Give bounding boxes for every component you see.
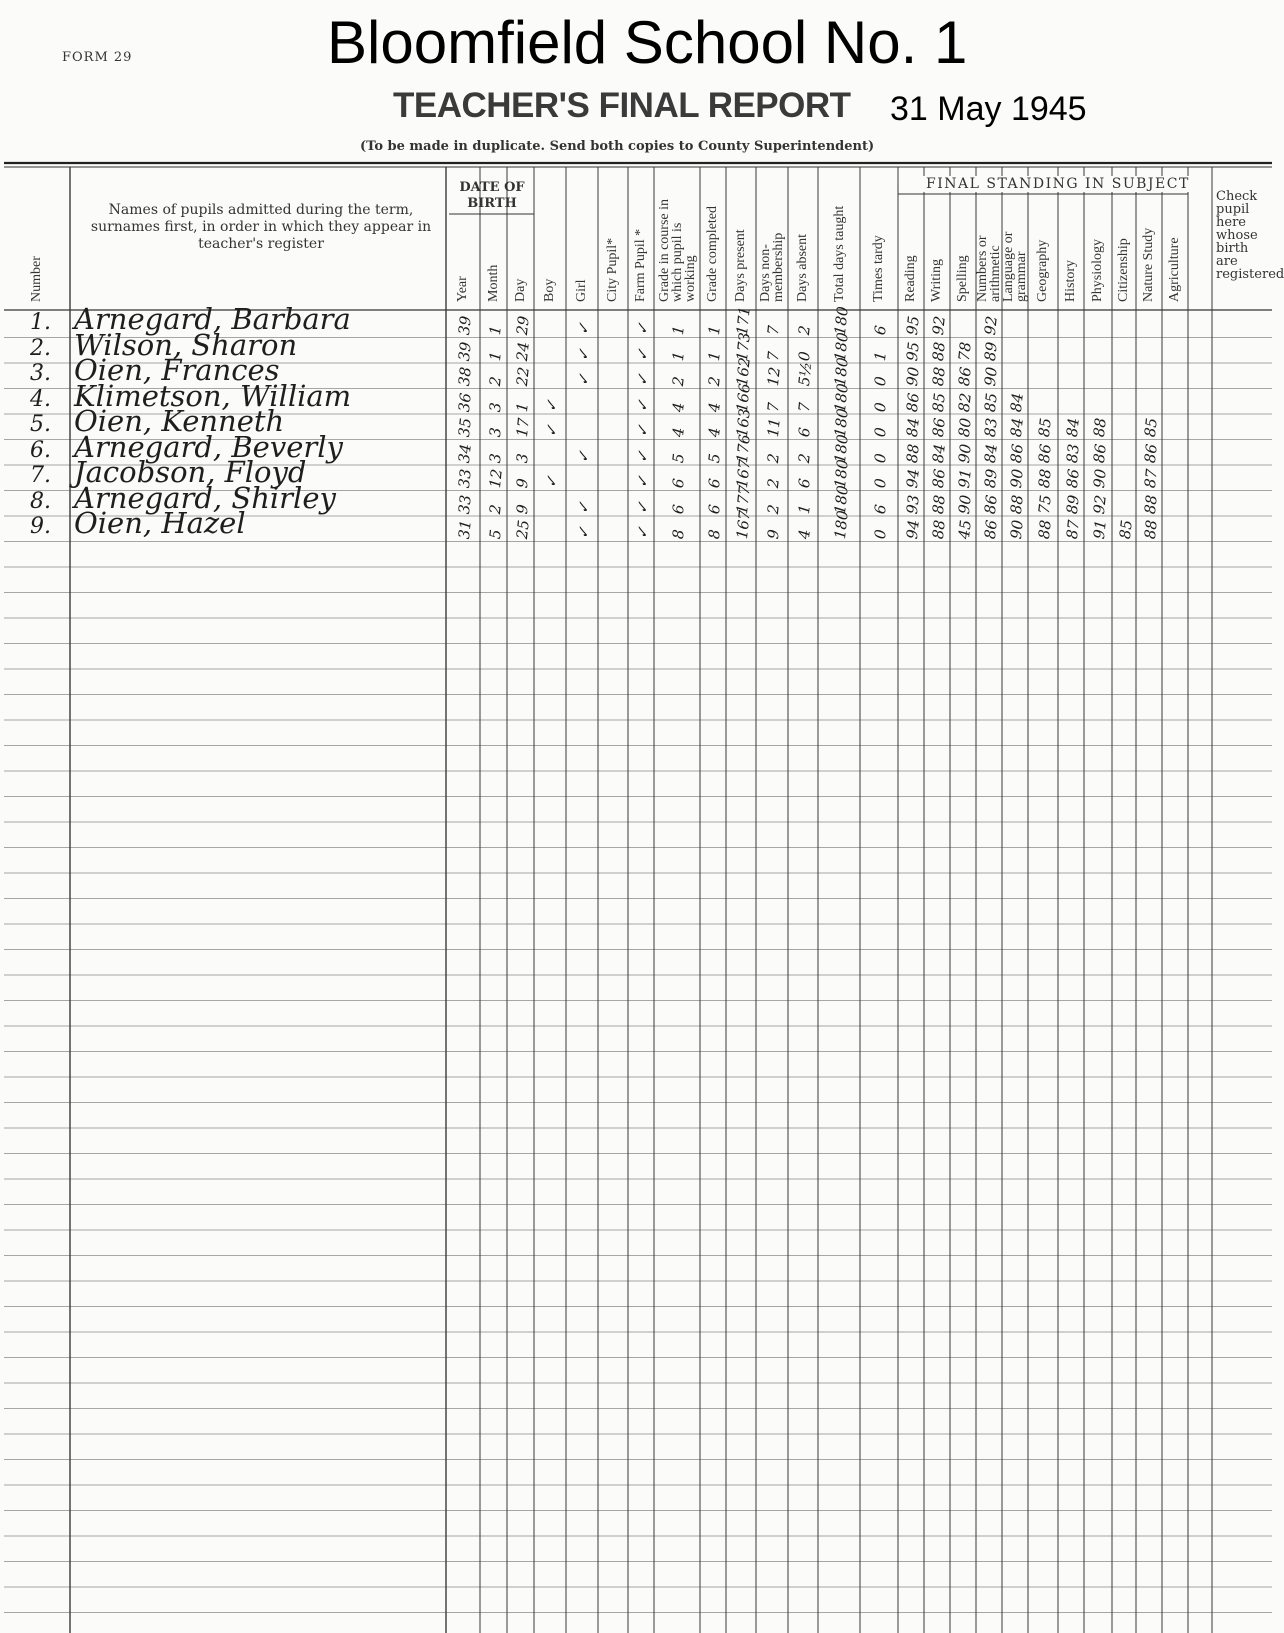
pupil-days-present: 166 (733, 382, 754, 413)
pupil-year: 36 (455, 391, 475, 413)
pupil-days-present: 173 (733, 331, 754, 362)
column-header-language: Language or grammar (1001, 231, 1029, 302)
pupil-total-days: 180 (831, 356, 852, 387)
pupil-days-nonmember: 7 (764, 350, 783, 362)
pupil-numbers: 86 (981, 519, 1001, 540)
pupil-month: 3 (485, 401, 505, 413)
pupil-year: 34 (455, 442, 475, 464)
pupil-grade-completed: 1 (705, 350, 724, 362)
column-header-farm: Farm Pupil * (633, 228, 648, 302)
pupil-days-nonmember: 11 (764, 417, 784, 438)
pupil-farm: ✓ (633, 525, 653, 540)
pupil-number: 4. (30, 386, 51, 412)
school-name: Bloomfield School No. 1 (327, 9, 968, 76)
form-number: FORM 29 (62, 50, 133, 65)
pupil-writing: 84 (929, 442, 949, 464)
pupil-month: 3 (485, 426, 505, 438)
pupil-spelling: 90 (955, 442, 975, 464)
pupil-writing: 86 (929, 468, 949, 489)
pupil-days-absent: 1 (795, 503, 814, 515)
pupil-day: 9 (512, 477, 532, 489)
pupil-tardy: 0 (871, 426, 890, 438)
date-of-birth-header: DATE OF BIRTH (459, 180, 525, 211)
pupil-writing: 85 (929, 391, 949, 413)
column-header-history: History (1063, 260, 1078, 302)
pupil-total-days: 180 (831, 382, 852, 413)
pupil-total-days: 180 (831, 331, 852, 362)
pupil-tardy: 0 (871, 477, 890, 489)
pupil-total-days: 180 (831, 458, 852, 489)
pupil-year: 38 (455, 366, 475, 387)
pupil-days-absent: 5½ (795, 361, 816, 387)
column-header-geography: Geography (1035, 239, 1050, 302)
pupil-name: Oien, Frances (74, 353, 280, 387)
pupil-citizenship: 85 (1116, 519, 1136, 540)
pupil-day: 25 (512, 519, 533, 540)
pupil-writing: 88 (929, 519, 949, 540)
report-date: 31 May 1945 (890, 90, 1087, 128)
column-header-total-days: Total days taught (831, 205, 847, 302)
pupil-farm: ✓ (633, 321, 653, 336)
pupil-language: 88 (1007, 493, 1027, 515)
pupil-total-days: 180 (831, 433, 852, 464)
pupil-name: Arnegard, Barbara (74, 302, 351, 336)
column-header-days-absent: Days absent (795, 233, 810, 302)
pupil-history: 84 (1063, 417, 1083, 438)
pupil-total-days: 180 (831, 407, 852, 438)
column-header-agriculture: Agriculture (1167, 237, 1182, 302)
pupil-spelling: 78 (955, 340, 975, 362)
pupil-reading: 88 (903, 442, 923, 464)
column-header-grade-in-course: Grade in course in which pupil is working (656, 198, 698, 302)
pupil-reading: 86 (903, 391, 923, 413)
pupil-nature-study: 88 (1141, 493, 1161, 515)
pupil-total-days: 180 (831, 484, 852, 515)
pupil-day: 29 (512, 315, 533, 336)
pupil-nature-study: 86 (1141, 442, 1161, 464)
pupil-number: 1. (30, 310, 51, 335)
pupil-girl: ✓ (574, 499, 594, 515)
column-header-citizenship: Citizenship (1116, 238, 1131, 302)
pupil-days-nonmember: 7 (764, 324, 783, 336)
pupil-farm: ✓ (633, 474, 653, 489)
pupil-numbers: 89 (981, 340, 1001, 362)
pupil-writing: 88 (929, 493, 949, 515)
pupil-reading: 94 (903, 468, 923, 489)
pupil-boy: ✓ (542, 423, 562, 438)
pupil-name: Klimetson, William (74, 378, 352, 413)
pupil-month: 1 (485, 324, 505, 336)
final-standing-header: FINAL STANDING IN SUBJECT (922, 176, 1194, 192)
pupil-days-absent: 0 (795, 350, 814, 362)
pupil-grade-completed: 6 (705, 503, 724, 515)
pupil-tardy: 0 (871, 375, 890, 387)
pupil-farm: ✓ (633, 372, 653, 387)
pupil-grade-in-course: 8 (669, 528, 688, 540)
pupil-days-present: 176 (733, 433, 754, 464)
pupil-reading: 94 (903, 519, 923, 540)
pupil-language: 84 (1007, 417, 1027, 438)
pupil-numbers: 86 (981, 493, 1001, 515)
pupil-month: 3 (485, 452, 505, 464)
pupil-farm: ✓ (633, 346, 653, 362)
pupil-total-days: 180 (831, 305, 852, 336)
pupil-month: 2 (485, 503, 505, 515)
pupil-grade-completed: 4 (705, 401, 724, 413)
column-header-day: Day (512, 278, 528, 302)
pupil-girl: ✓ (574, 372, 594, 387)
pupil-spelling: 80 (955, 417, 975, 438)
column-header-city: City Pupil* (605, 237, 620, 302)
pupil-grade-in-course: 2 (669, 375, 688, 387)
pupil-physiology: 86 (1090, 442, 1110, 464)
column-header-number: Number (29, 256, 44, 302)
pupil-number: 7. (30, 463, 51, 488)
pupil-girl: ✓ (574, 346, 594, 362)
pupil-day: 17 (512, 417, 533, 438)
pupil-language: 90 (1007, 468, 1027, 489)
pupil-total-days: 180 (831, 509, 852, 540)
pupil-days-nonmember: 9 (764, 528, 783, 540)
pupil-writing: 88 (929, 340, 949, 362)
pupil-writing: 86 (929, 417, 949, 438)
pupil-spelling: 90 (955, 493, 975, 515)
pupil-numbers: 89 (981, 468, 1001, 489)
pupil-numbers: 92 (981, 315, 1001, 336)
pupil-grade-completed: 2 (705, 375, 724, 387)
pupil-reading: 95 (903, 340, 923, 362)
pupil-spelling: 86 (955, 366, 975, 387)
pupil-boy: ✓ (542, 474, 562, 489)
pupil-girl: ✓ (574, 448, 594, 464)
pupil-day: 24 (512, 340, 533, 362)
column-header-physiology: Physiology (1090, 238, 1105, 302)
pupil-year: 39 (455, 315, 475, 336)
pupil-number: 6. (30, 437, 51, 463)
pupil-tardy: 0 (871, 528, 890, 540)
pupil-days-nonmember: 2 (764, 452, 783, 464)
pupil-days-nonmember: 12 (764, 366, 784, 387)
column-header-girl: Girl (574, 279, 589, 302)
pupil-day: 9 (512, 503, 532, 515)
pupil-tardy: 6 (871, 503, 890, 515)
pupil-grade-completed: 8 (705, 528, 724, 540)
pupil-geography: 75 (1035, 493, 1055, 515)
pupil-history: 86 (1063, 468, 1083, 489)
pupil-number: 2. (30, 335, 51, 361)
pupil-month: 2 (485, 375, 505, 387)
pupil-farm: ✓ (633, 499, 653, 515)
pupil-boy: ✓ (542, 397, 562, 413)
pupil-reading: 90 (903, 366, 923, 387)
pupil-nature-study: 85 (1141, 417, 1161, 438)
pupil-spelling: 45 (955, 519, 975, 540)
pupil-day: 1 (512, 401, 532, 413)
pupil-numbers: 84 (981, 442, 1001, 464)
pupil-month: 1 (485, 350, 505, 362)
pupil-physiology: 90 (1090, 468, 1110, 489)
pupil-spelling: 91 (955, 468, 975, 489)
column-header-tardy: Times tardy (871, 235, 886, 302)
pupil-days-present: 163 (733, 407, 754, 438)
pupil-language: 90 (1007, 519, 1027, 540)
pupil-days-present: 167 (733, 509, 754, 540)
pupil-day: 22 (512, 366, 533, 387)
pupil-days-absent: 2 (795, 452, 814, 464)
pupil-geography: 86 (1035, 442, 1055, 464)
pupil-history: 83 (1063, 442, 1083, 464)
pupil-year: 35 (455, 417, 475, 438)
pupil-numbers: 83 (981, 417, 1001, 438)
pupil-physiology: 92 (1090, 493, 1110, 515)
pupil-tardy: 1 (871, 350, 890, 362)
pupil-name: Oien, Kenneth (74, 404, 285, 438)
pupil-grade-completed: 4 (705, 426, 724, 438)
pupil-days-absent: 6 (795, 426, 814, 438)
pupil-farm: ✓ (633, 423, 653, 438)
pupil-grade-in-course: 4 (669, 401, 688, 413)
pupil-history: 89 (1063, 493, 1083, 515)
pupil-nature-study: 88 (1141, 519, 1161, 540)
pupil-days-absent: 6 (795, 477, 814, 489)
pupil-days-present: 162 (733, 356, 754, 387)
pupil-days-absent: 2 (795, 324, 814, 336)
pupil-name: Jacobson, Floyd (74, 455, 307, 489)
check-registered-header: Check pupil here whose birth are registered (1216, 189, 1284, 282)
pupil-days-present: 177 (733, 484, 754, 515)
column-header-days-present: Days present (733, 229, 748, 302)
pupil-month: 12 (485, 468, 506, 489)
column-header-year: Year (455, 276, 470, 302)
names-header: Names of pupils admitted during the term, surnames first, in order in which they appear in teacher's register (90, 202, 432, 252)
pupil-days-present: 171 (733, 305, 754, 336)
pupil-grade-completed: 6 (705, 477, 724, 489)
pupil-reading: 93 (903, 493, 923, 515)
column-header-boy: Boy (542, 278, 557, 302)
pupil-history: 87 (1063, 519, 1083, 540)
instruction-line: (To be made in duplicate. Send both copies to County Superintendent) (360, 139, 875, 154)
pupil-numbers: 90 (981, 366, 1001, 387)
pupil-farm: ✓ (633, 397, 653, 413)
pupil-numbers: 85 (981, 391, 1001, 413)
pupil-days-nonmember: 7 (764, 401, 783, 413)
pupil-grade-in-course: 1 (669, 350, 688, 362)
pupil-writing: 92 (929, 315, 949, 336)
pupil-year: 31 (455, 519, 475, 540)
pupil-grade-completed: 5 (705, 452, 724, 464)
pupil-grade-in-course: 1 (669, 324, 688, 336)
pupil-girl: ✓ (574, 525, 594, 540)
pupil-grade-in-course: 4 (669, 426, 688, 438)
column-header-spelling: Spelling (955, 255, 970, 302)
pupil-year: 33 (455, 468, 475, 489)
pupil-number: 9. (30, 514, 51, 539)
column-header-month: Month (485, 264, 501, 302)
column-header-nature-study: Nature Study (1141, 227, 1156, 302)
pupil-day: 3 (512, 452, 532, 464)
pupil-name: Arnegard, Shirley (74, 480, 336, 515)
pupil-grade-in-course: 5 (669, 452, 688, 464)
report-title: TEACHER'S FINAL REPORT (393, 86, 851, 125)
pupil-grade-in-course: 6 (669, 503, 688, 515)
pupil-grade-completed: 1 (705, 324, 724, 336)
pupil-grade-in-course: 6 (669, 477, 688, 489)
pupil-geography: 85 (1035, 417, 1055, 438)
pupil-name: Arnegard, Beverly (74, 429, 343, 464)
pupil-physiology: 91 (1090, 519, 1110, 540)
pupil-number: 3. (30, 361, 51, 386)
pupil-name: Wilson, Sharon (74, 327, 298, 362)
pupil-days-absent: 7 (795, 401, 814, 413)
pupil-year: 39 (455, 340, 475, 362)
pupil-number: 8. (30, 488, 51, 514)
pupil-tardy: 6 (871, 324, 890, 336)
pupil-nature-study: 87 (1141, 468, 1161, 489)
pupil-farm: ✓ (633, 448, 653, 464)
pupil-month: 5 (485, 528, 505, 540)
column-header-writing: Writing (929, 259, 944, 302)
pupil-language: 84 (1007, 391, 1027, 413)
pupil-physiology: 88 (1090, 417, 1110, 438)
pupil-reading: 95 (903, 315, 923, 336)
column-header-grade-completed: Grade completed (705, 205, 720, 302)
pupil-language: 86 (1007, 442, 1027, 464)
column-header-reading: Reading (903, 255, 918, 302)
pupil-girl: ✓ (574, 321, 594, 336)
pupil-year: 33 (455, 493, 475, 515)
pupil-tardy: 0 (871, 401, 890, 413)
pupil-tardy: 0 (871, 452, 890, 464)
pupil-writing: 88 (929, 366, 949, 387)
pupil-days-nonmember: 2 (764, 503, 783, 515)
column-header-numbers: Numbers or arithmetic (975, 235, 1003, 302)
pupil-days-present: 167 (733, 458, 754, 489)
pupil-number: 5. (30, 412, 51, 437)
pupil-days-nonmember: 2 (764, 477, 783, 489)
pupil-geography: 88 (1035, 519, 1055, 540)
pupil-name: Oien, Hazel (74, 506, 246, 540)
pupil-spelling: 82 (955, 391, 975, 413)
pupil-geography: 88 (1035, 468, 1055, 489)
column-header-days-nonmember: Days non-membership (758, 232, 786, 302)
pupil-reading: 84 (903, 417, 923, 438)
pupil-days-absent: 4 (795, 528, 814, 540)
